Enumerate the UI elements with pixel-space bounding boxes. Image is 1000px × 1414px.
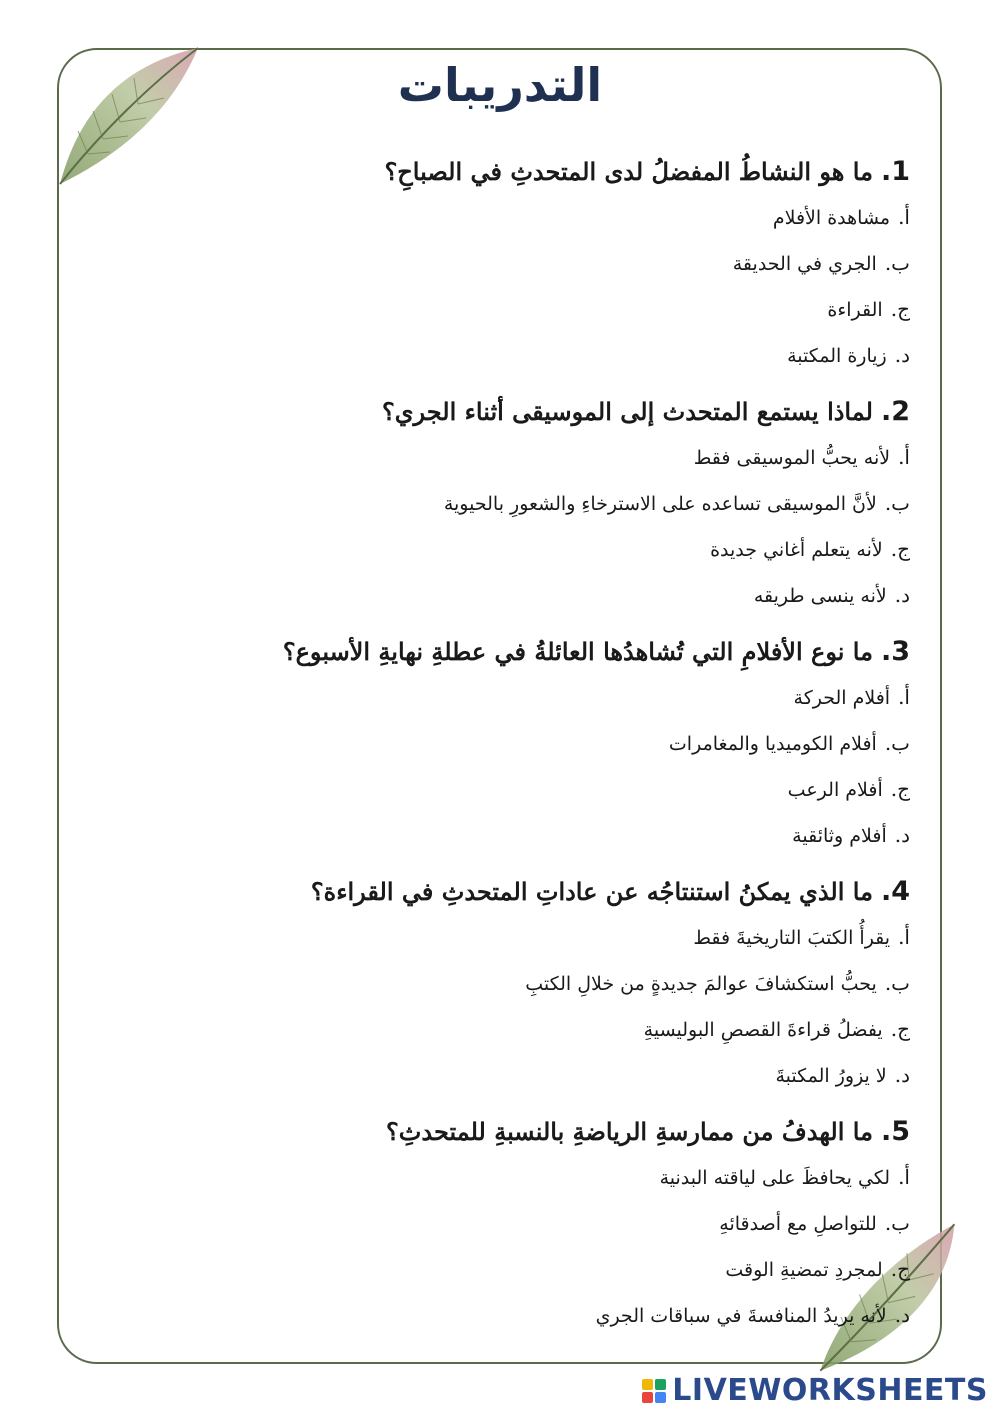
question-text: ما الذي يمكنُ استنتاجُه عن عاداتِ المتحدثِ في القراءة؟ <box>310 877 873 906</box>
question-number: 4. <box>880 876 910 907</box>
answer-option[interactable] <box>90 1006 910 1052</box>
option-text: لكي يحافظَ على لياقته البدنية <box>659 1167 891 1189</box>
question-block <box>90 870 910 1098</box>
answer-option[interactable] <box>90 914 910 960</box>
liveworksheets-brand <box>642 1373 988 1408</box>
option-letter: أ. <box>898 205 910 229</box>
liveworksheets-logo-icon <box>642 1379 666 1403</box>
option-text: يقرأُ الكتبَ التاريخيةَ فقط <box>693 927 891 949</box>
answer-option[interactable] <box>90 1154 910 1200</box>
option-letter: أ. <box>898 445 910 469</box>
option-letter: أ. <box>898 1165 910 1189</box>
answer-option[interactable] <box>90 1200 910 1246</box>
option-text: أفلام الرعب <box>787 779 883 801</box>
options-list <box>90 1154 910 1338</box>
question-heading <box>90 1110 910 1154</box>
option-letter: د. <box>894 343 910 367</box>
option-text: لمجردِ تمضيةِ الوقت <box>725 1259 883 1281</box>
option-letter: د. <box>894 1063 910 1087</box>
option-letter: ج. <box>890 777 910 801</box>
answer-option[interactable] <box>90 332 910 378</box>
answer-option[interactable] <box>90 1052 910 1098</box>
option-text: أفلام وثائقية <box>792 825 887 847</box>
option-text: زيارة المكتبة <box>787 345 887 367</box>
option-letter: د. <box>894 823 910 847</box>
answer-option[interactable] <box>90 286 910 332</box>
option-text: لأنه يتعلم أغاني جديدة <box>710 539 883 561</box>
answer-option[interactable] <box>90 240 910 286</box>
answer-option[interactable] <box>90 1292 910 1338</box>
option-letter: ب. <box>884 971 910 995</box>
option-letter: ب. <box>884 1211 910 1235</box>
option-text: لأنه ينسى طريقه <box>753 585 887 607</box>
options-list <box>90 194 910 378</box>
question-heading <box>90 150 910 194</box>
option-text: لأنَّ الموسيقى تساعده على الاسترخاءِ والشعورِ بالحيوية <box>443 493 877 515</box>
question-block <box>90 630 910 858</box>
option-letter: ج. <box>890 537 910 561</box>
options-list <box>90 674 910 858</box>
answer-option[interactable] <box>90 766 910 812</box>
question-number: 3. <box>880 636 910 667</box>
brand-text: LIVEWORKSHEETS <box>672 1373 988 1408</box>
option-text: لا يزورُ المكتبةَ <box>775 1065 887 1087</box>
question-number: 5. <box>880 1116 910 1147</box>
option-letter: أ. <box>898 685 910 709</box>
option-text: للتواصلِ مع أصدقائهِ <box>719 1213 877 1235</box>
option-letter: ج. <box>890 1017 910 1041</box>
question-heading <box>90 390 910 434</box>
question-block <box>90 390 910 618</box>
option-text: مشاهدة الأفلام <box>772 207 891 229</box>
answer-option[interactable] <box>90 674 910 720</box>
answer-option[interactable] <box>90 720 910 766</box>
option-text: أفلام الحركة <box>793 687 891 709</box>
option-text: يفضلُ قراءةَ القصصِ البوليسيةِ <box>643 1019 883 1041</box>
option-letter: ج. <box>890 1257 910 1281</box>
option-letter: ج. <box>890 297 910 321</box>
answer-option[interactable] <box>90 434 910 480</box>
answer-option[interactable] <box>90 194 910 240</box>
options-list <box>90 914 910 1098</box>
answer-option[interactable] <box>90 1246 910 1292</box>
option-letter: د. <box>894 1303 910 1327</box>
option-text: الجري في الحديقة <box>732 253 877 275</box>
question-text: لماذا يستمع المتحدث إلى الموسيقى أثناء الجري؟ <box>382 397 873 426</box>
question-heading <box>90 870 910 914</box>
options-list <box>90 434 910 618</box>
page-title: التدريبات <box>397 58 603 112</box>
answer-option[interactable] <box>90 812 910 858</box>
question-text: ما نوع الأفلامِ التي تُشاهدُها العائلةُ في عطلةِ نهايةِ الأسبوع؟ <box>282 637 873 666</box>
question-heading <box>90 630 910 674</box>
option-text: لأنه يحبُّ الموسيقى فقط <box>693 447 891 469</box>
question-number: 1. <box>880 156 910 187</box>
answer-option[interactable] <box>90 480 910 526</box>
question-number: 2. <box>880 396 910 427</box>
option-letter: ب. <box>884 251 910 275</box>
option-text: يحبُّ استكشافَ عوالمَ جديدةٍ من خلالِ الكتبِ <box>525 973 877 995</box>
answer-option[interactable] <box>90 960 910 1006</box>
option-letter: ب. <box>884 731 910 755</box>
question-text: ما الهدفُ من ممارسةِ الرياضةِ بالنسبةِ للمتحدثِ؟ <box>386 1117 873 1146</box>
option-letter: ب. <box>884 491 910 515</box>
answer-option[interactable] <box>90 572 910 618</box>
option-letter: أ. <box>898 925 910 949</box>
question-block <box>90 150 910 378</box>
option-letter: د. <box>894 583 910 607</box>
option-text: أفلام الكوميديا والمغامرات <box>668 733 877 755</box>
answer-option[interactable] <box>90 526 910 572</box>
question-text: ما هو النشاطُ المفضلُ لدى المتحدثِ في الصباحِ؟ <box>384 157 873 186</box>
option-text: القراءة <box>827 299 883 321</box>
question-block <box>90 1110 910 1338</box>
option-text: لأنه يريدُ المنافسةَ في سباقات الجري <box>595 1305 887 1327</box>
questions-list <box>90 150 910 1350</box>
